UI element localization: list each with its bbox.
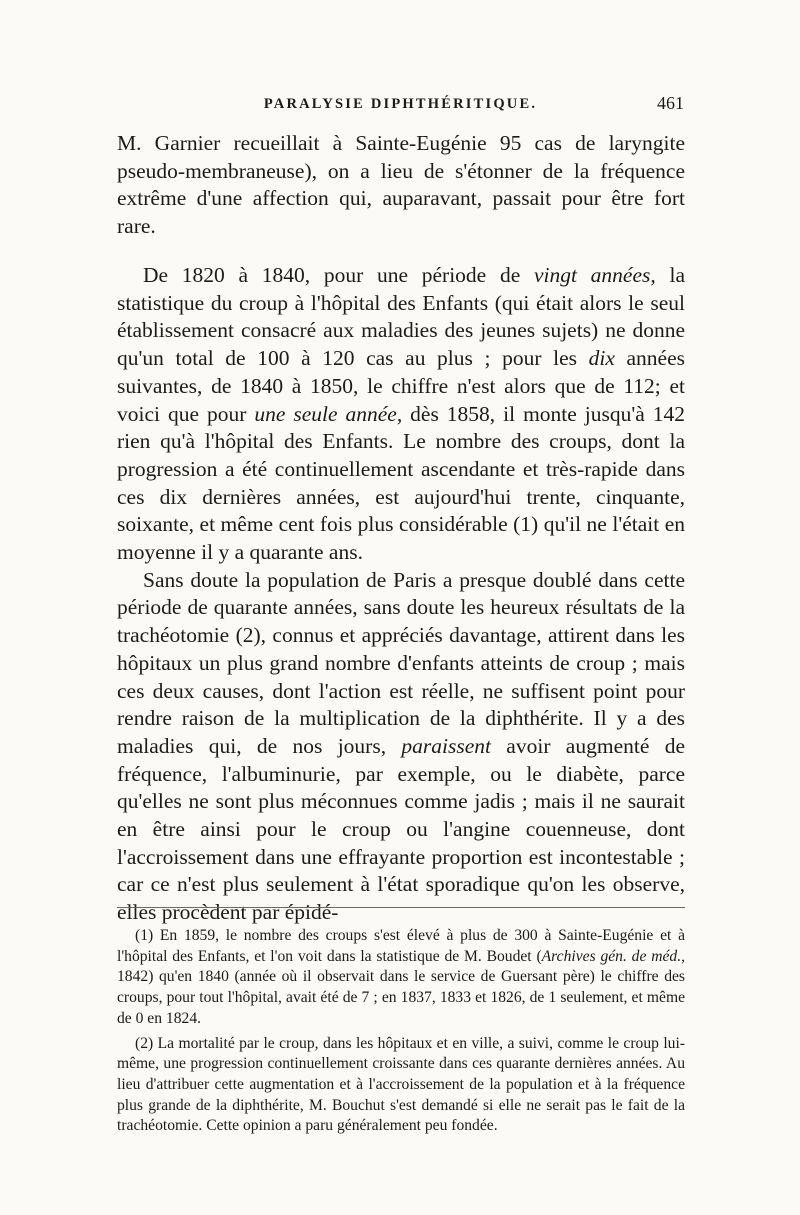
paragraph-2-italic-2: dix bbox=[588, 346, 615, 371]
footnote-1-italic: Archives gén. de méd., bbox=[541, 947, 685, 965]
page-header bbox=[117, 93, 684, 120]
footnote-1-part-b: 1842) qu'en 1840 (année où il observait dans le service de Guersant père) le chiffre des croups, pour tout l'hôpital, avait été de 7 ; en 1837, 1833 et 1826, de 1 seulement, et même de 0 en 1824. bbox=[117, 968, 685, 1027]
paragraph-2-part-d: dès 1858, il monte jusqu'à 142 rien qu'à l'hôpital des Enfants. Le nombre des croups, dont la progression a été continuellement ascendante et très-rapide dans ces dix dernières années, est aujourd'hui trente, cinquante, soixante, et même cent fois plus considérable (1) qu'il ne l'était en moyenne il y a quarante ans. bbox=[117, 401, 685, 565]
running-title: PARALYSIE DIPHTHÉRITIQUE. bbox=[263, 96, 538, 112]
paragraph-3-italic-1: paraissent bbox=[401, 733, 491, 758]
paragraph-2-part-b: la statistique du croup à l'hôpital des Enfants (qui était alors le seul établissement consacré aux maladies des jeunes sujets) ne donne qu'un total de 100 à 120 cas au plus ; pour les bbox=[117, 263, 685, 371]
footnote-1 bbox=[117, 926, 685, 1030]
footnote-1-part-a: (1) En 1859, le nombre des croups s'est élevé à plus de 300 à Sainte-Eugénie et à l'hôpital des Enfants, et l'on voit dans la statistique de M. Boudet ( bbox=[117, 927, 685, 965]
footnote-divider bbox=[117, 907, 685, 908]
paragraph-2-italic-1: vingt années, bbox=[533, 263, 656, 287]
paragraph-3-part-a: Sans doute la population de Paris a presque doublé dans cette période de quarante années, sans doute les heureux résultats de la trachéotomie (2), connus et appréciés davantage, attirent dans les hôpitaux un plus grand nombre d'enfants atteints de croup ; mais ces deux causes, dont l'action est réelle, ne suffisent point pour rendre raison de la multiplication de la diphthérite. Il y a des maladies qui, de nos jours, bbox=[117, 567, 685, 758]
footnotes bbox=[117, 926, 685, 1137]
paragraph-1 bbox=[117, 130, 685, 241]
paragraph-2-italic-3: une seule année, bbox=[254, 401, 403, 426]
paragraph-2 bbox=[117, 262, 685, 567]
paragraph-3 bbox=[117, 567, 685, 927]
paragraph-2-part-c: années suivantes, de 1840 à 1850, le chiffre n'est alors que de 112; et voici que pour bbox=[117, 346, 685, 426]
main-text bbox=[117, 262, 685, 927]
footnote-2: (2) La mortalité par le croup, dans les hôpitaux et en ville, a suivi, comme le croup lui-même, une progression continuellement croissante dans ces quarante dernières années. Au lieu d'attribuer cette augmentation et à l'accroissement de la population et à la fréquence plus grande de la diphthérite, M. Bouchut s'est demandé si elle ne serait pas le fait de la trachéotomie. Cette opinion a paru généralement peu fondée. bbox=[117, 1034, 685, 1135]
paragraph-2-part-a: De 1820 à 1840, pour une période de bbox=[143, 263, 534, 287]
paragraph-3-part-b: avoir augmenté de fréquence, l'albuminurie, par exemple, ou le diabète, parce qu'elles ne sont plus méconnues comme jadis ; mais il ne saurait en être ainsi pour le croup ou l'angine couenneuse, dont l'accroissement dans une effrayante proportion est incontestable ; car ce n'est plus seulement à l'état sporadique qu'on les observe, elles procèdent par épidé- bbox=[117, 733, 685, 925]
page-number: 461 bbox=[657, 93, 684, 113]
paragraph-1-text: M. Garnier recueillait à Sainte-Eugénie 95 cas de laryngite pseudo-membraneuse), on a lieu de s'étonner de la fréquence extrême d'une affection qui, auparavant, passait pour être fort rare. bbox=[117, 131, 685, 239]
